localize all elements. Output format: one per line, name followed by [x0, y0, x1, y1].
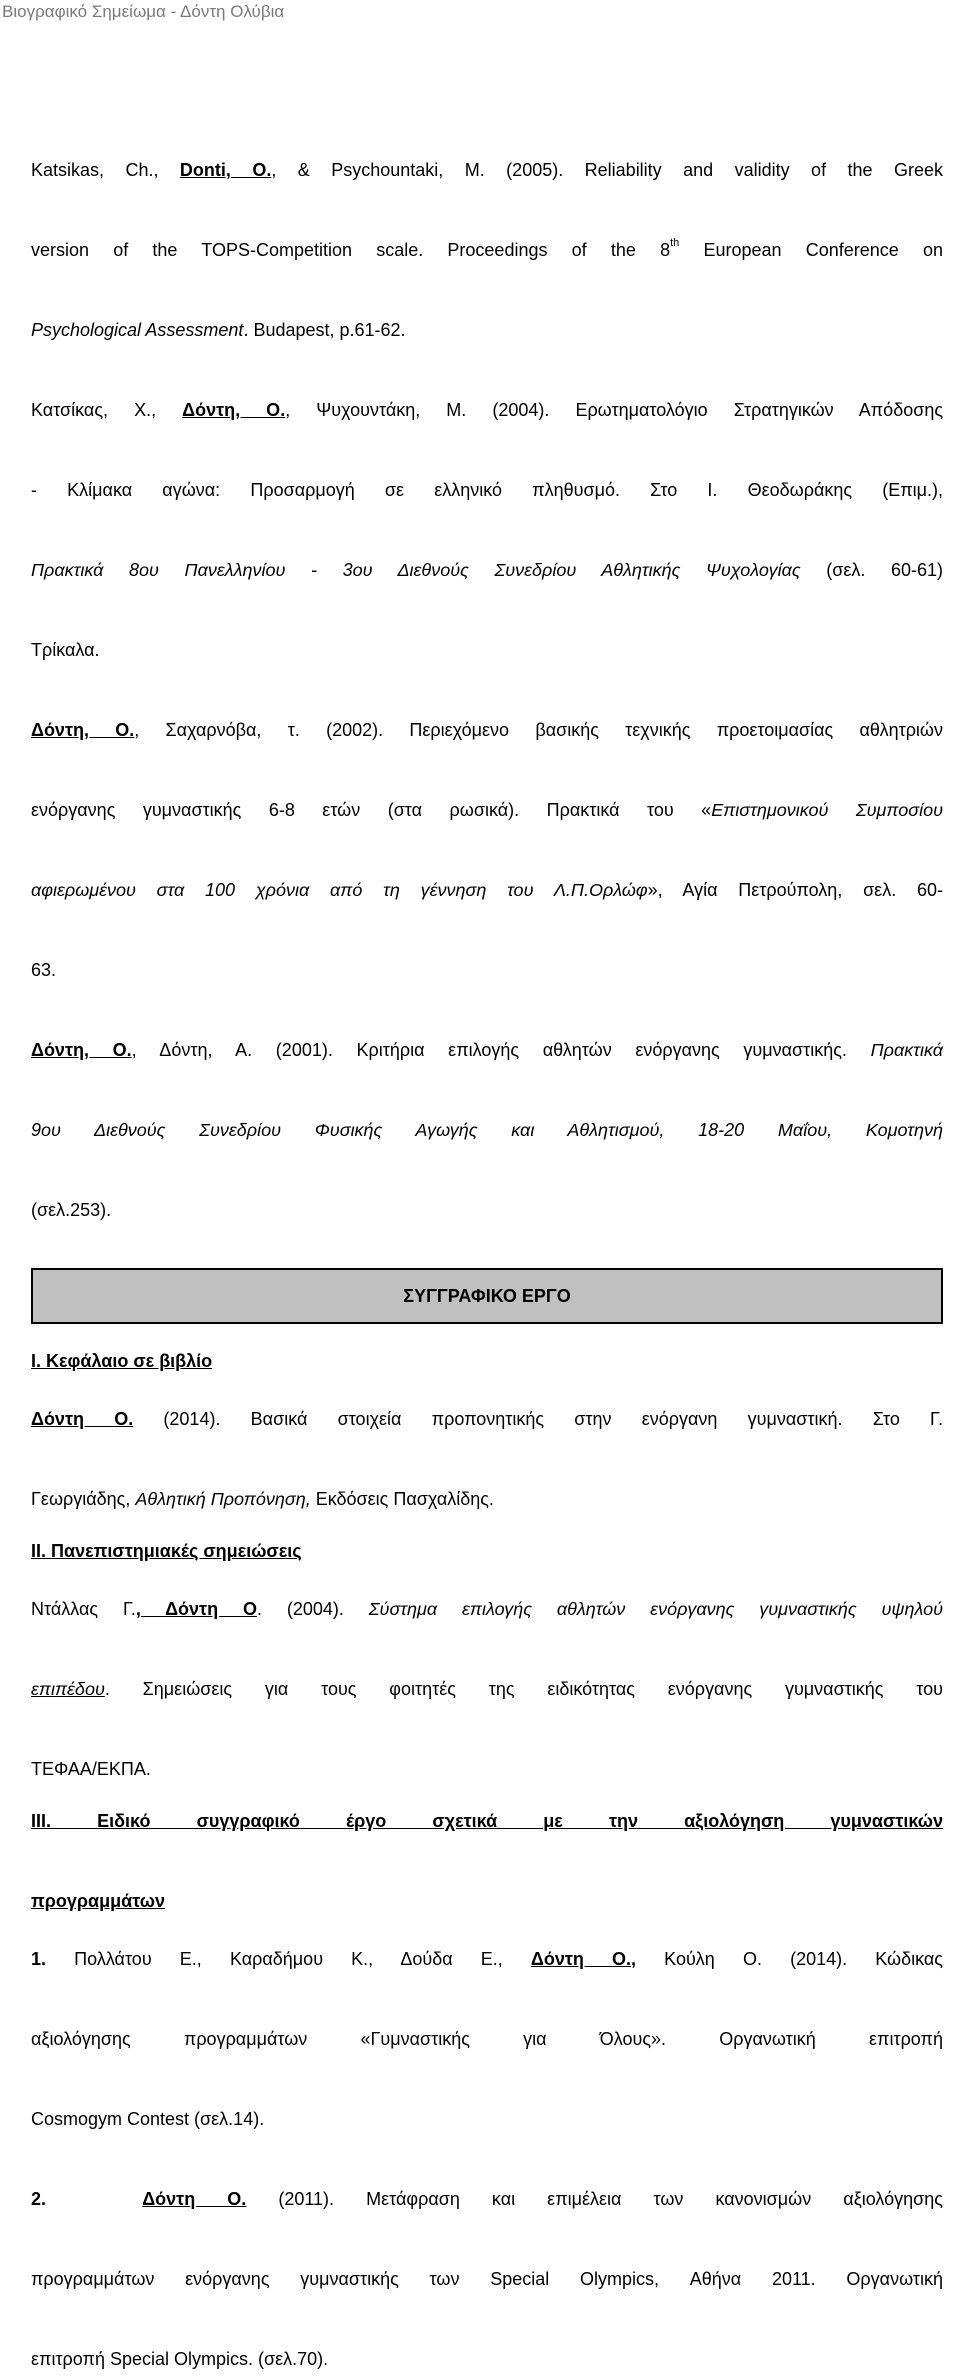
italic-title: Επιστημονικού Συμποσίου: [711, 800, 943, 820]
italic-title: Πρακτικά 8ου Πανελληνίου - 3ου Διεθνούς Συνεδρίου Αθλητικής Ψυχολογίας: [31, 560, 801, 580]
text: Ντάλλας Γ.: [31, 1599, 136, 1619]
ref-line: [31, 2019, 943, 2099]
text: Κούλη Ο. (2014). Κώδικας: [636, 1949, 943, 1969]
text: , Ψυχουντάκη, Μ. (2004). Ερωτηματολόγιο Στρατηγικών Απόδοσης: [285, 400, 944, 420]
author-highlight: , Δόντη Ο: [135, 1599, 257, 1619]
author-highlight: Δόντη Ο.: [530, 1949, 632, 1969]
section-title: ΣΥΓΓΡΑΦΙΚΟ ΕΡΓΟ: [403, 1285, 571, 1306]
text: », Αγία Πετρούπολη, σελ. 60-: [647, 880, 943, 900]
text: ενόργανης γυμναστικής 6-8 ετών (στα ρωσικά). Πρακτικά του «: [31, 800, 712, 820]
subsection-heading-special: ΙΙΙ. Ειδικό συγγραφικό έργο σχετικά με την αξιολόγηση γυμναστικών: [31, 1811, 943, 1831]
text: - Κλίμακα αγώνα: Προσαρμογή σε ελληνικό πληθυσμό. Στο Ι. Θεοδωράκης (Επιμ.),: [31, 480, 943, 500]
text: . (2004).: [256, 1599, 369, 1619]
text: , Δόντη, Α. (2001). Κριτήρια επιλογής αθλητών ενόργανης γυμναστικής.: [131, 1040, 871, 1060]
item-number: 2.: [31, 2189, 47, 2209]
text: Εκδόσεις Πασχαλίδης.: [310, 1489, 494, 1509]
item-number: 1.: [31, 1949, 47, 1969]
ref-line: [31, 150, 943, 230]
ref-line: [31, 1669, 943, 1749]
italic-title: 9ου Διεθνούς Συνεδρίου Φυσικής Αγωγής και Αθλητισμού, 18-20 Μαΐου, Κομοτηνή: [31, 1120, 943, 1140]
ref-line: [31, 390, 943, 470]
author-highlight: Δόντη, Ο.: [182, 400, 286, 420]
ref-line: [31, 1589, 943, 1669]
author-highlight: Δόντη Ο.: [142, 2189, 247, 2209]
text: . Σημειώσεις για τους φοιτητές της ειδικότητας ενόργανης γυμναστικής του: [104, 1679, 943, 1699]
text: προγραμμάτων ενόργανης γυμναστικής των Special Olympics, Αθήνα 2011. Οργανωτική: [31, 2269, 943, 2289]
text: (σελ.253).: [31, 1200, 112, 1220]
author-highlight: Δόντη Ο.: [31, 1409, 134, 1429]
italic-title: Πρακτικά: [870, 1040, 943, 1060]
section-title-bar: [31, 1268, 943, 1324]
author-highlight: Δόντη, Ο.: [31, 720, 135, 740]
running-header: Βιογραφικό Σημείωμα - Δόντη Ολύβια: [2, 2, 285, 21]
superscript: th: [670, 237, 680, 249]
list-item: [31, 1939, 943, 2139]
text: 63.: [31, 960, 57, 980]
list-item: [31, 2179, 943, 2379]
text: European Conference on: [679, 240, 943, 260]
text: , Σαχαρνόβα, τ. (2002). Περιεχόμενο βασικής τεχνικής προετοιμασίας αθλητριών: [134, 720, 943, 740]
ref-line: [31, 870, 943, 950]
ref-line: [31, 2099, 943, 2139]
reference-katsikas-2005: [31, 150, 943, 350]
text: (2014). Βασικά στοιχεία προπονητικής στην ενόργανη γυμναστική. Στο Γ.: [133, 1409, 943, 1429]
ref-line: [31, 230, 943, 310]
ref-line: [31, 630, 943, 670]
subsection-heading-chapter: Ι. Κεφάλαιο σε βιβλίο: [31, 1351, 213, 1371]
text: ΤΕΦΑΑ/ΕΚΠΑ.: [31, 1759, 151, 1779]
italic-title: αφιερωμένου στα 100 χρόνια από τη γέννηση του Λ.Π.Ορλώφ: [31, 880, 648, 900]
text: (2011). Μετάφραση και επιμέλεια των κανονισμών αξιολόγησης: [246, 2189, 943, 2209]
ref-line: [31, 1749, 943, 1789]
author-highlight: Donti, O.: [179, 160, 272, 180]
reference-donti-2001: [31, 1030, 943, 1230]
text: Γεωργιάδης,: [31, 1489, 136, 1509]
ref-line: [31, 2259, 943, 2339]
author-highlight: Δόντη, Ο.: [31, 1040, 132, 1060]
subsection-heading-notes: ΙΙ. Πανεπιστημιακές σημειώσεις: [31, 1541, 302, 1561]
text: επιτροπή Special Olympics. (σελ.70).: [31, 2349, 329, 2369]
ref-line: [31, 1399, 943, 1479]
ref-line: [31, 310, 943, 350]
italic-title: Psychological Assessment: [31, 320, 244, 340]
text: αξιολόγησης προγραμμάτων «Γυμναστικής για Όλους». Οργανωτική επιτροπή: [31, 2029, 943, 2049]
ref-line: [31, 550, 943, 630]
text: Κατσίκας, Χ.,: [31, 400, 183, 420]
ref-line: [31, 710, 943, 790]
ref-line: [31, 1190, 943, 1230]
reference-donti-2002: [31, 710, 943, 990]
text: (σελ. 60-61): [800, 560, 944, 580]
ref-line: [31, 1939, 943, 2019]
ref-line: [31, 1030, 943, 1110]
text: , & Psychountaki, M. (2005). Reliability and validity of the Greek: [271, 160, 943, 180]
text: ,: [631, 1949, 637, 1969]
ref-line: [31, 2179, 943, 2259]
italic-title: επιπέδου: [31, 1679, 105, 1699]
italic-title: Αθλητική Προπόνηση,: [135, 1489, 311, 1509]
text: Πολλάτου Ε., Καραδήμου Κ., Δούδα Ε.,: [46, 1949, 531, 1969]
document-body: [31, 150, 943, 2379]
subsection-heading-special-cont: προγραμμάτων: [31, 1891, 165, 1911]
reference-katsikas-2004: [31, 390, 943, 670]
text: Τρίκαλα.: [31, 640, 100, 660]
ref-line: [31, 470, 943, 550]
ref-line: [31, 950, 943, 990]
text: Katsikas, Ch.,: [31, 160, 180, 180]
ref-line: [31, 790, 943, 870]
italic-title: Σύστημα επιλογής αθλητών ενόργανης γυμναστικής υψηλού: [368, 1599, 943, 1619]
text: Cosmogym Contest (σελ.14).: [31, 2109, 265, 2129]
ref-line: [31, 1479, 943, 1519]
text: . Budapest, p.61-62.: [243, 320, 406, 340]
ref-line: [31, 1110, 943, 1190]
text: version of the TOPS-Competition scale. Proceedings of the 8: [31, 240, 671, 260]
ref-line: [31, 2339, 943, 2379]
